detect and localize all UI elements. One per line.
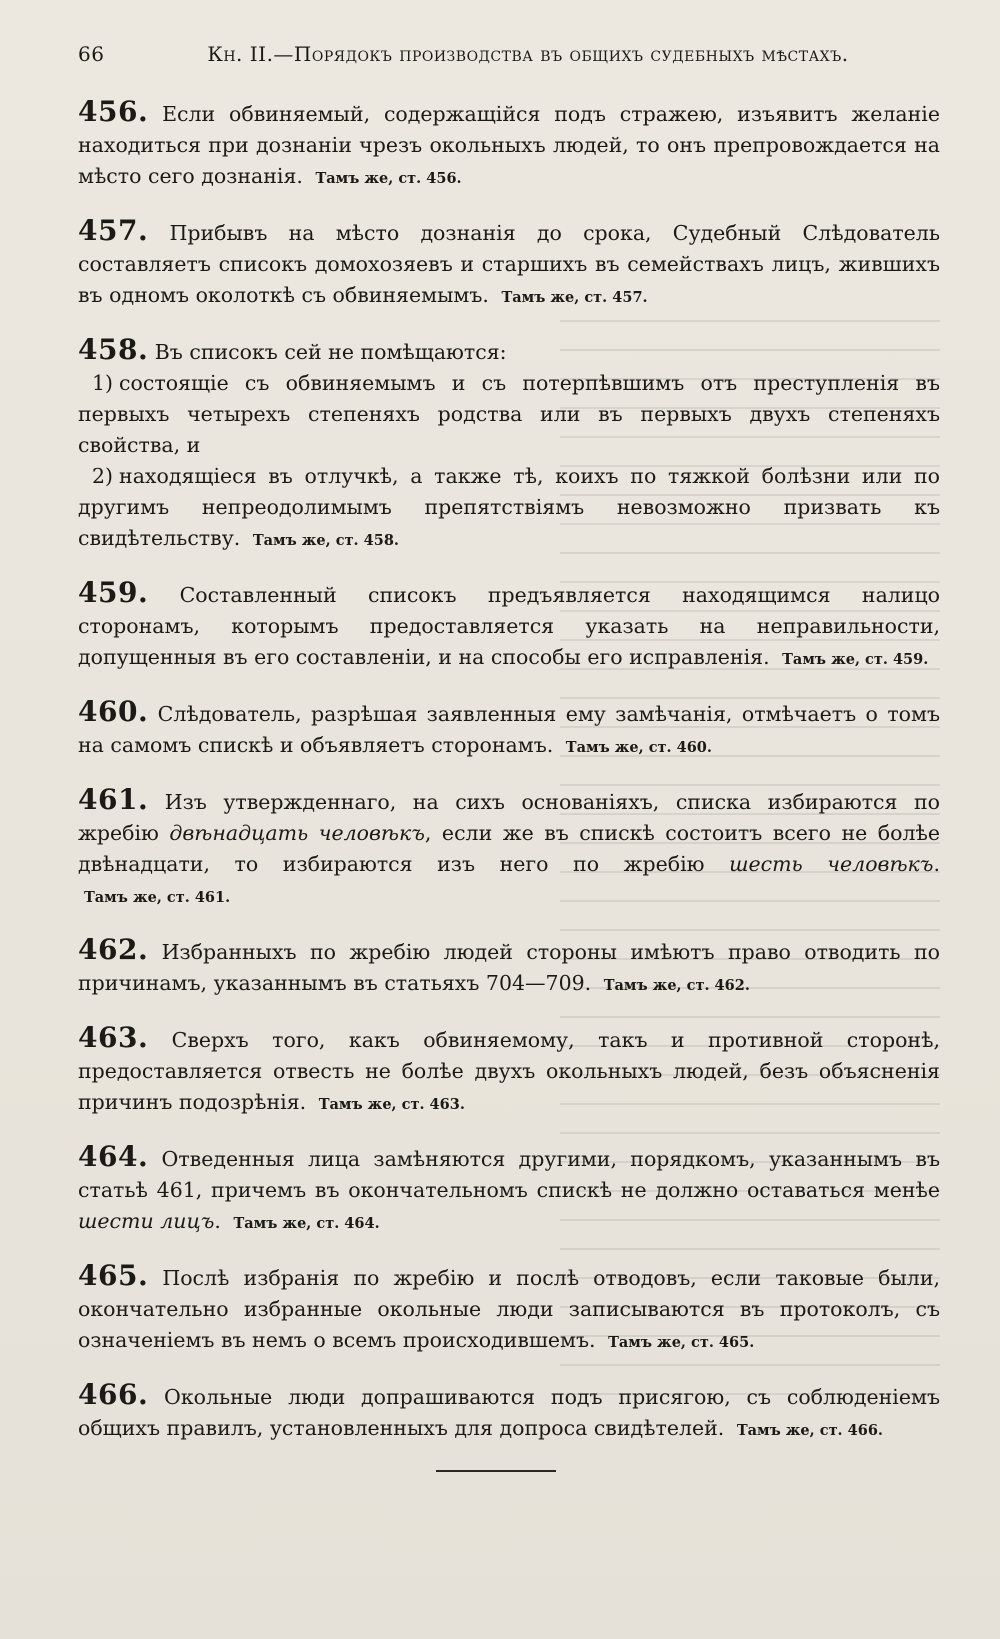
article-reference: Тамъ же, ст. 466.	[736, 1422, 883, 1439]
article-paragraph	[78, 1260, 940, 1358]
article-paragraph	[78, 1379, 940, 1446]
article-paragraph	[78, 96, 940, 194]
article-reference: Тамъ же, ст. 460.	[565, 739, 712, 756]
article-number: 459 .	[78, 576, 148, 609]
article-text: Если обвиняемый, содержащійся подъ стражею, изъявитъ желаніе находиться при дознаніи чрезъ окольныхъ людей, то онъ препровождается на мѣсто сего дознанія.	[78, 102, 940, 188]
list-marker: 1)	[92, 371, 114, 395]
article-number: 465 .	[78, 1259, 148, 1292]
article-text: Сверхъ того, какъ обвиняемому, такъ и противной сторонѣ, предоставляется отвесть не болѣе двухъ окольныхъ людей, безъ объясненія причинъ подозрѣнія.	[78, 1028, 940, 1114]
article-reference: Тамъ же, ст. 465.	[608, 1334, 755, 1351]
list-marker: 2)	[92, 464, 114, 488]
page-number: 66	[78, 42, 105, 66]
article-text: состоящіе съ обвиняемымъ и съ потерпѣвшимъ отъ преступленія въ первыхъ четырехъ степеняхъ родства или въ первыхъ двухъ степеняхъ свойства, и	[78, 371, 940, 457]
article-paragraph	[78, 334, 940, 368]
article-text: Прибывъ на мѣсто дознанія до срока, Судебный Слѣдователь составляетъ списокъ домохозяевъ и старшихъ въ семействахъ лицъ, жившихъ въ одномъ околоткѣ съ обвиняемымъ.	[78, 221, 940, 307]
article-number: 460 .	[78, 695, 148, 728]
article-number: 464 .	[78, 1140, 148, 1173]
article-paragraph	[78, 784, 940, 913]
article-list-item	[78, 461, 940, 556]
article-text: находящіеся въ отлучкѣ, а также тѣ, коихъ по тяжкой болѣзни или по другимъ непреодолимымъ препятствіямъ невозможно призвать къ свидѣтельству.	[78, 464, 940, 550]
page-header	[78, 42, 940, 66]
article-text: Окольные люди допрашиваются подъ присягою, съ соблюденіемъ общихъ правилъ, установленныхъ для допроса свидѣтелей.	[78, 1385, 940, 1440]
end-rule	[436, 1470, 556, 1472]
article-number: 458 .	[78, 333, 148, 366]
article-reference: Тамъ же, ст. 461.	[84, 889, 231, 906]
article-paragraph	[78, 1022, 940, 1120]
article-intro: Въ списокъ сей не помѣщаются:	[154, 340, 507, 364]
article-list-item	[78, 368, 940, 461]
article-reference: Тамъ же, ст. 458.	[252, 532, 399, 549]
article-number: 462 .	[78, 933, 148, 966]
article-text-italic: шести лицъ	[78, 1209, 215, 1233]
article-text: Изъ утвержденнаго, на сихъ основаніяхъ, списка избираются по жребію	[78, 790, 940, 845]
article-number: 461 .	[78, 783, 148, 816]
article-text: Отведенныя лица замѣняются другими, порядкомъ, указаннымъ въ статьѣ 461, причемъ въ окончательномъ спискѣ не должно оставаться менѣе	[78, 1147, 940, 1202]
article-paragraph	[78, 215, 940, 313]
articles-list	[78, 96, 940, 1446]
article-text: Послѣ избранія по жребію и послѣ отводовъ, если таковые были, окончательно избранные окольные люди записываются въ протоколъ, съ означеніемъ въ немъ о всемъ происходившемъ.	[78, 1266, 940, 1352]
article-reference: Тамъ же, ст. 456.	[315, 170, 462, 187]
article-paragraph	[78, 696, 940, 763]
article-text: Избранныхъ по жребію людей стороны имѣютъ право отводить по причинамъ, указаннымъ въ статьяхъ 704—709.	[78, 940, 940, 995]
article-number: 466 .	[78, 1378, 148, 1411]
article-text-italic: двѣнадцать человѣкъ	[169, 821, 425, 845]
article-text: .	[933, 852, 940, 876]
article-text-italic: шесть человѣкъ	[729, 852, 934, 876]
article-paragraph	[78, 1141, 940, 1239]
article-number: 463 .	[78, 1021, 148, 1054]
article-reference: Тамъ же, ст. 457.	[501, 289, 648, 306]
article-number: 456 .	[78, 95, 148, 128]
article-text: Составленный списокъ предъявляется находящимся налицо сторонамъ, которымъ предоставляется указать на неправильности, допущенныя въ его составленіи, и на способы его исправленія.	[78, 583, 940, 669]
article-text: Слѣдователь, разрѣшая заявленныя ему замѣчанія, отмѣчаетъ о томъ на самомъ спискѣ и объявляетъ сторонамъ.	[78, 702, 940, 757]
article-reference: Тамъ же, ст. 459.	[782, 651, 929, 668]
article-text: .	[214, 1209, 221, 1233]
running-title: Кн. II.—Порядокъ производства въ общихъ судебныхъ мѣстахъ.	[207, 42, 849, 66]
article-paragraph	[78, 934, 940, 1001]
article-reference: Тамъ же, ст. 464.	[233, 1215, 380, 1232]
article-text: , если же въ спискѣ состоитъ всего не болѣе двѣнадцати, то избираются изъ него по жребію	[78, 821, 940, 876]
article-paragraph	[78, 577, 940, 675]
article-number: 457 .	[78, 214, 148, 247]
article-reference: Тамъ же, ст. 463.	[318, 1096, 465, 1113]
article-reference: Тамъ же, ст. 462.	[603, 977, 750, 994]
